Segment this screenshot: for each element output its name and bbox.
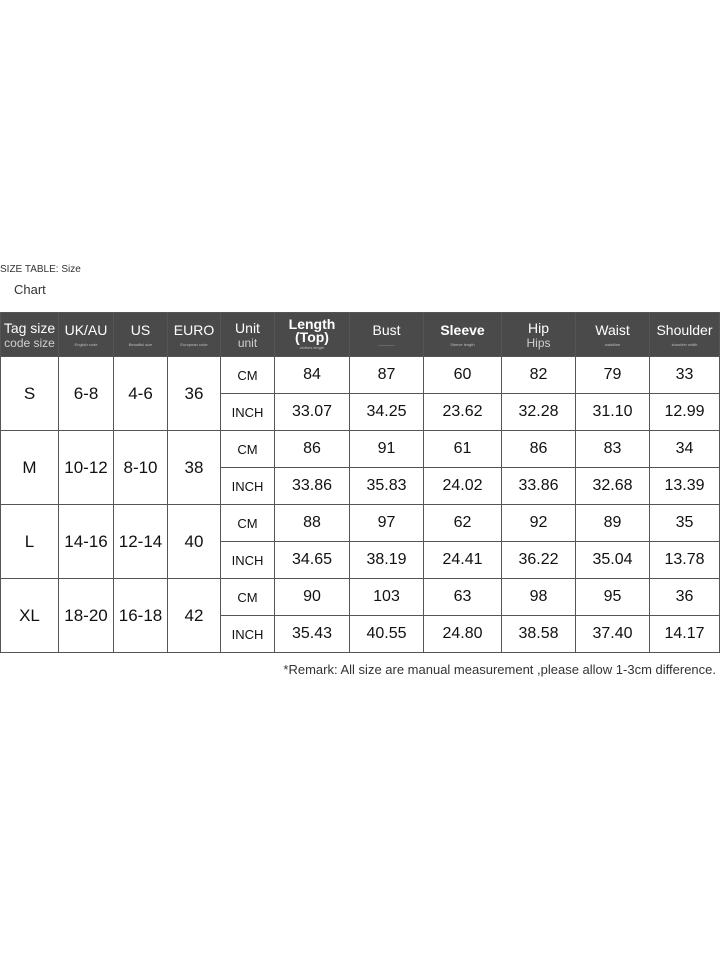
unit-cell: INCH: [221, 542, 275, 579]
hip-cell: 33.86: [502, 468, 576, 505]
remark-note: *Remark: All size are manual measurement ,please allow 1-3cm difference.: [283, 662, 716, 677]
table-row: [1, 579, 720, 616]
length-cell: 84: [275, 357, 350, 394]
us-cell: 12-14: [114, 505, 168, 579]
hip-cell: 36.22: [502, 542, 576, 579]
length-cell: 34.65: [275, 542, 350, 579]
unit-cell: CM: [221, 431, 275, 468]
sleeve-cell: 62: [424, 505, 502, 542]
waist-cell: 37.40: [576, 616, 650, 653]
header-caption: waistline: [604, 341, 621, 347]
header-label: Length: [288, 316, 336, 332]
shoulder-cell: 35: [650, 505, 720, 542]
size-chart-table: [0, 312, 720, 653]
unit-cell: CM: [221, 579, 275, 616]
size-cell: M: [1, 431, 59, 505]
header-label: Waist: [595, 321, 630, 338]
header-label: UK/AU: [64, 321, 108, 338]
table-row: [1, 357, 720, 394]
hip-cell: 38.58: [502, 616, 576, 653]
header-caption: English code: [74, 341, 98, 347]
shoulder-cell: 14.17: [650, 616, 720, 653]
header-unit: [221, 313, 275, 357]
waist-cell: 89: [576, 505, 650, 542]
sleeve-cell: 63: [424, 579, 502, 616]
bust-cell: 35.83: [350, 468, 424, 505]
header-caption: clothes length: [299, 345, 325, 350]
length-cell: 86: [275, 431, 350, 468]
length-cell: 88: [275, 505, 350, 542]
header-bust: [350, 313, 424, 357]
unit-cell: INCH: [221, 394, 275, 431]
header-caption: ————: [378, 341, 395, 347]
bust-cell: 103: [350, 579, 424, 616]
unit-cell: CM: [221, 357, 275, 394]
hip-cell: 32.28: [502, 394, 576, 431]
header-waist: [576, 313, 650, 357]
waist-cell: 32.68: [576, 468, 650, 505]
waist-cell: 31.10: [576, 394, 650, 431]
hip-cell: 82: [502, 357, 576, 394]
euro-cell: 42: [168, 579, 221, 653]
hip-cell: 92: [502, 505, 576, 542]
bust-cell: 34.25: [350, 394, 424, 431]
sleeve-cell: 24.41: [424, 542, 502, 579]
waist-cell: 95: [576, 579, 650, 616]
table-title: SIZE TABLE: Size: [0, 264, 81, 275]
sleeve-cell: 24.80: [424, 616, 502, 653]
header-label: Sleeve: [440, 321, 485, 338]
shoulder-cell: 34: [650, 431, 720, 468]
header-label: US: [130, 321, 151, 338]
waist-cell: 83: [576, 431, 650, 468]
header-label: Unit: [235, 319, 260, 336]
sleeve-cell: 60: [424, 357, 502, 394]
bust-cell: 87: [350, 357, 424, 394]
header-sleeve: [424, 313, 502, 357]
header-label: EURO: [173, 321, 215, 338]
header-label: Bust: [372, 321, 401, 338]
waist-cell: 79: [576, 357, 650, 394]
header-us: [114, 313, 168, 357]
header-caption: shoulder width: [671, 341, 698, 347]
euro-cell: 40: [168, 505, 221, 579]
unit-cell: INCH: [221, 616, 275, 653]
length-cell: 33.86: [275, 468, 350, 505]
header-hip: [502, 313, 576, 357]
shoulder-cell: 12.99: [650, 394, 720, 431]
header-sublabel: Hips: [526, 335, 551, 350]
length-cell: 90: [275, 579, 350, 616]
size-cell: S: [1, 357, 59, 431]
size-cell: XL: [1, 579, 59, 653]
header-sublabel: unit: [237, 335, 258, 350]
table-row: [1, 431, 720, 468]
header-label: Hip: [527, 319, 549, 336]
euro-cell: 38: [168, 431, 221, 505]
header-caption: European code: [180, 341, 208, 347]
sleeve-cell: 23.62: [424, 394, 502, 431]
hip-cell: 98: [502, 579, 576, 616]
bust-cell: 38.19: [350, 542, 424, 579]
bust-cell: 40.55: [350, 616, 424, 653]
header-row: [1, 313, 720, 357]
hip-cell: 86: [502, 431, 576, 468]
waist-cell: 35.04: [576, 542, 650, 579]
shoulder-cell: 13.78: [650, 542, 720, 579]
header-euro: [168, 313, 221, 357]
us-cell: 8-10: [114, 431, 168, 505]
bust-cell: 91: [350, 431, 424, 468]
euro-cell: 36: [168, 357, 221, 431]
header-sublabel: (Top): [295, 329, 329, 345]
table-row: [1, 505, 720, 542]
unit-cell: INCH: [221, 468, 275, 505]
shoulder-cell: 36: [650, 579, 720, 616]
length-cell: 33.07: [275, 394, 350, 431]
header-label: Tag size: [3, 319, 56, 336]
uk-au-cell: 18-20: [59, 579, 114, 653]
header-uk-au: [59, 313, 114, 357]
header-length: [275, 313, 350, 357]
header-sublabel: code size: [4, 335, 55, 350]
header-label: Shoulder: [656, 321, 713, 338]
sleeve-cell: 24.02: [424, 468, 502, 505]
unit-cell: CM: [221, 505, 275, 542]
header-caption: Beautiful size: [128, 341, 153, 347]
shoulder-cell: 13.39: [650, 468, 720, 505]
table-title-continued: Chart: [14, 282, 46, 297]
sleeve-cell: 61: [424, 431, 502, 468]
length-cell: 35.43: [275, 616, 350, 653]
header-shoulder: [650, 313, 720, 357]
bust-cell: 97: [350, 505, 424, 542]
us-cell: 16-18: [114, 579, 168, 653]
uk-au-cell: 14-16: [59, 505, 114, 579]
header-caption: Sleeve length: [450, 341, 475, 347]
header-tag-size: [1, 313, 59, 357]
shoulder-cell: 33: [650, 357, 720, 394]
us-cell: 4-6: [114, 357, 168, 431]
uk-au-cell: 6-8: [59, 357, 114, 431]
uk-au-cell: 10-12: [59, 431, 114, 505]
size-cell: L: [1, 505, 59, 579]
